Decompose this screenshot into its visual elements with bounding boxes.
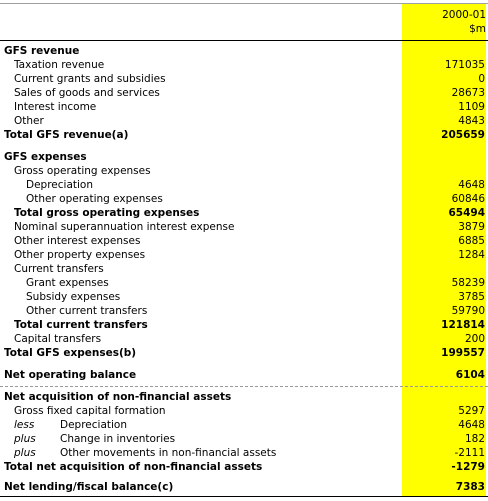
table-row [0,404,488,418]
column-header-unit: $m [469,23,486,35]
row-label: Capital transfers [14,333,102,345]
row-label: Total net acquisition of non-financial assets [4,461,263,473]
table-row [0,480,488,494]
row-value: -1279 [451,461,485,473]
table-row [0,276,488,290]
table-row [0,178,488,192]
row-value: 1109 [458,101,485,113]
row-value: 58239 [451,277,485,289]
row-value: 171035 [444,59,485,71]
table-row [0,192,488,206]
row-prefix: less [14,419,35,431]
row-value: 200 [464,333,485,345]
row-label: GFS revenue [4,45,80,57]
table-row [0,234,488,248]
table-row [0,262,488,276]
row-value: 60846 [451,193,485,205]
row-label: Depreciation [26,179,93,191]
row-label: Net operating balance [4,369,137,381]
table-row [0,346,488,360]
row-label: Grant expenses [26,277,109,289]
row-label: Total GFS revenue(a) [4,129,129,141]
row-label: Other operating expenses [26,193,163,205]
row-value: 7383 [455,481,485,493]
row-label: Total gross operating expenses [14,207,200,219]
row-value: 59790 [451,305,485,317]
row-label: Current transfers [14,263,104,275]
row-value: 121814 [441,319,485,331]
table-row [0,128,488,142]
row-label: Total current transfers [14,319,148,331]
row-label: Other [14,115,44,127]
row-value: 3879 [458,221,485,233]
row-label: Nominal superannuation interest expense [14,221,235,233]
row-value: 182 [464,433,485,445]
table-row [0,164,488,178]
table-row [0,304,488,318]
row-prefix: plus [14,433,36,445]
table-row [0,220,488,234]
row-value: 3785 [458,291,485,303]
row-label: Sales of goods and services [14,87,160,99]
row-value: 4843 [458,115,485,127]
row-label: Other movements in non-financial assets [60,447,277,459]
header-rule [0,40,488,41]
row-label: Other property expenses [14,249,146,261]
row-prefix: plus [14,447,36,459]
row-label: Interest income [14,101,97,113]
row-value: 0 [478,73,485,85]
table-row [0,368,488,382]
table-row [0,432,488,446]
table-row [0,114,488,128]
row-value: -2111 [454,447,485,459]
table-row [0,446,488,460]
row-value: 65494 [448,207,485,219]
table-top-rule [0,3,488,4]
row-value: 4648 [458,419,485,431]
row-label: Net acquisition of non-financial assets [4,391,232,403]
row-value: 6104 [455,369,485,381]
row-label: Total GFS expenses(b) [4,347,137,359]
row-label: Gross fixed capital formation [14,405,166,417]
table-row [0,206,488,220]
row-label: Taxation revenue [14,59,105,71]
row-label: Depreciation [60,419,127,431]
table-row [0,390,488,404]
row-label: Change in inventories [60,433,176,445]
table-bottom-rule [0,496,488,497]
table-row [0,100,488,114]
column-header-period: 2000-01 [442,9,486,21]
table-row [0,44,488,58]
table-row [0,72,488,86]
row-label: Other interest expenses [14,235,141,247]
row-label: Net lending/fiscal balance(c) [4,481,174,493]
table-row [0,248,488,262]
row-value: 5297 [458,405,485,417]
row-value: 1284 [458,249,485,261]
row-label: Other current transfers [26,305,148,317]
table-row [0,460,488,474]
row-value: 4648 [458,179,485,191]
table-row [0,150,488,164]
table-row [0,318,488,332]
row-label: Gross operating expenses [14,165,151,177]
section-divider [0,386,488,387]
row-value: 199557 [441,347,485,359]
row-value: 6885 [458,235,485,247]
table-row [0,332,488,346]
row-label: Subsidy expenses [26,291,121,303]
table-row [0,418,488,432]
row-label: Current grants and subsidies [14,73,166,85]
table-row [0,58,488,72]
row-value: 28673 [451,87,485,99]
row-label: GFS expenses [4,151,87,163]
table-row [0,290,488,304]
row-value: 205659 [441,129,485,141]
table-row [0,86,488,100]
